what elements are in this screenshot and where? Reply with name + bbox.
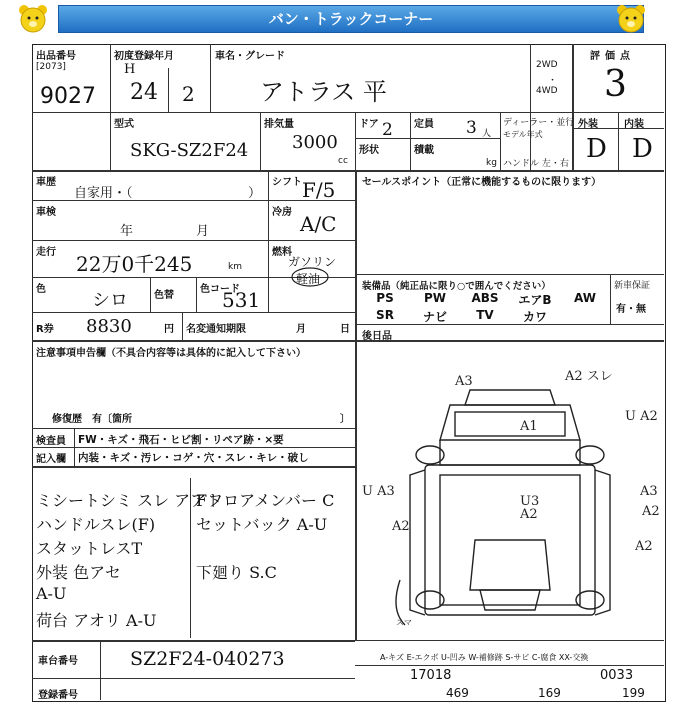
lot-code: [2073] — [36, 62, 66, 72]
color-value: シロ — [92, 290, 128, 311]
dealer-handle: ハンドル 左・右 — [503, 159, 569, 169]
doors-value: 2 — [382, 120, 393, 140]
equipment-row1-2: ABS — [471, 291, 499, 305]
capacity-value: 3 — [466, 118, 477, 138]
aircon-value: A/C — [300, 212, 337, 236]
svg-text:A2: A2 — [392, 519, 410, 534]
model-label: 型式 — [114, 119, 134, 130]
exterior-value: D — [586, 134, 607, 164]
svg-text:A2: A2 — [635, 539, 653, 554]
size-value2: 0033 — [600, 668, 634, 683]
size-height: 199 — [622, 686, 645, 700]
remark-line: 荷台 アオリ A-U — [36, 611, 157, 630]
damage-legend: A-キズ E-エクボ U-凹み W-補修跡 S-サビ C-腐食 XX-交換 — [380, 653, 589, 662]
first-reg-month: 2 — [182, 82, 195, 106]
dealer-model-year: モデル年式 — [503, 130, 543, 139]
color-label: 色 — [36, 284, 46, 295]
equipment-label: 装備品（純正品に限り○で囲んでください） — [362, 281, 551, 292]
exterior-label: 外装 — [578, 119, 598, 130]
drive-2wd: 2WD — [536, 60, 558, 70]
name-change-month: 月 — [296, 324, 306, 335]
remark-right-line: セットバック A-U — [196, 515, 328, 534]
dealer-label: ディーラー・並行 — [503, 118, 575, 128]
name-value: アトラス 平 — [260, 78, 387, 106]
equipment-row2-3: カワ — [522, 310, 547, 324]
category-value: 自家用・（ — [74, 186, 133, 201]
svg-text:スマ: スマ — [396, 618, 412, 627]
svg-text:A2: A2 — [642, 504, 660, 519]
notes-label: 注意事項申告欄（不具合内容等は具体的に記入して下さい） — [36, 348, 306, 359]
load-unit: kg — [486, 158, 497, 168]
svg-text:A1: A1 — [520, 419, 538, 434]
color-code-label: 色コード — [200, 284, 240, 295]
displacement-value: 3000 — [292, 132, 338, 153]
lot-label: 出品番号 — [36, 51, 76, 62]
fuel-circle-mark — [290, 266, 330, 288]
interior-value: D — [632, 134, 653, 164]
capacity-unit: 人 — [482, 129, 492, 139]
mileage-label: 走行 — [36, 247, 56, 258]
equipment-row1-4: AW — [574, 291, 596, 305]
remark-line: ミシートシミ スレ アアト — [36, 491, 223, 510]
inspector-items2: 内装・キズ・汚レ・コゲ・穴・スレ・キレ・破し — [78, 452, 309, 464]
header-title: バン・トラックコーナー — [58, 5, 644, 33]
recycle-value: 8830 — [86, 316, 132, 337]
name-change-day: 日 — [340, 324, 350, 335]
color-replace-label: 色替 — [154, 290, 174, 301]
load-label: 積載 — [414, 145, 434, 156]
drive-4wd: 4WD — [536, 86, 558, 96]
fuel-value: ガソリン — [288, 255, 337, 269]
shift-label: シフト — [272, 177, 302, 188]
shape-label: 形状 — [359, 145, 379, 156]
recycle-unit: 円 — [164, 324, 174, 335]
size-value1: 17018 — [410, 668, 452, 683]
remark-line: スタットレスT — [36, 539, 143, 558]
svg-text:U A2: U A2 — [625, 409, 658, 424]
chassis-value: SZ2F24-040273 — [130, 648, 285, 670]
equipment-row2-1: ナビ — [422, 310, 447, 324]
svg-text:U A3: U A3 — [362, 484, 395, 499]
bear-mascot-icon — [614, 2, 648, 34]
remark-right-line: Fフロアメンバー C — [196, 491, 335, 510]
equipment-row1-1: PW — [423, 291, 447, 305]
interior-label: 内装 — [624, 119, 644, 130]
svg-text:A2: A2 — [520, 507, 538, 522]
warranty-value: 有・無 — [616, 304, 646, 315]
warranty-label: 新車保証 — [614, 281, 651, 291]
inspector-label2: 記入欄 — [36, 454, 66, 465]
name-label: 車名・グレード — [215, 51, 285, 62]
header-bar — [0, 0, 700, 36]
displacement-unit: cc — [338, 156, 348, 166]
equipment-row2-2: TV — [476, 308, 494, 322]
remark-right-line: 下廻り S.C — [196, 563, 277, 582]
repair-label: 修復歴 有〔箇所 — [52, 414, 132, 425]
repair-close: 〕 — [340, 414, 350, 425]
aircon-label: 冷房 — [272, 207, 292, 218]
inspection-label: 車検 — [36, 207, 56, 218]
name-change-label: 名変通知期限 — [186, 324, 246, 335]
recycle-label: R券 — [36, 324, 54, 335]
inspection-year: 年 — [120, 224, 134, 239]
after-label: 後日品 — [362, 331, 392, 342]
inspector-label: 検査員 — [36, 436, 66, 447]
model-value: SKG-SZ2F24 — [130, 140, 249, 161]
first-reg-year: 24 — [130, 80, 158, 105]
sales-points-label: セールスポイント（正常に機能するものに限ります） — [362, 177, 602, 188]
score-value: 3 — [604, 64, 627, 105]
equipment-row2-0: SR — [376, 308, 394, 322]
svg-text:A3: A3 — [455, 374, 473, 389]
remark-line: A-U — [36, 584, 67, 603]
shift-value: F/5 — [302, 178, 336, 202]
fuel-label: 燃料 — [272, 247, 292, 258]
mileage-unit: km — [228, 262, 242, 272]
color-code-value: 531 — [222, 288, 261, 312]
inspection-month: 月 — [196, 224, 210, 239]
remark-line: 外装 色アセ — [36, 563, 121, 582]
inspector-items: FW・キズ・飛石・ヒビ割・リペア跡・×要 — [78, 434, 284, 446]
doors-label: ドア — [359, 119, 379, 130]
car-damage-diagram — [360, 350, 660, 640]
reg-number-label: 登録番号 — [38, 690, 78, 701]
mileage-value: 22万0千245 — [76, 252, 193, 276]
svg-text:A2 スレ: A2 スレ — [565, 369, 613, 384]
capacity-label: 定員 — [414, 119, 434, 130]
bear-mascot-icon — [16, 2, 50, 34]
lot-number: 9027 — [40, 84, 96, 109]
size-width: 169 — [538, 686, 561, 700]
equipment-row1-0: PS — [376, 291, 394, 305]
svg-text:U3: U3 — [520, 494, 540, 509]
size-length: 469 — [446, 686, 469, 700]
equipment-row1-3: エアB — [518, 293, 552, 307]
first-reg-era: H — [124, 62, 136, 77]
category-label: 車歴 — [36, 177, 56, 188]
fuel-value2: 軽油 — [296, 272, 321, 286]
displacement-label: 排気量 — [264, 119, 294, 130]
svg-text:A3: A3 — [640, 484, 658, 499]
score-label: 評価点 — [590, 51, 635, 62]
category-close: ） — [248, 186, 262, 201]
chassis-label: 車台番号 — [38, 656, 78, 667]
first-reg-label: 初度登録年月 — [114, 51, 174, 62]
remark-line: ハンドルスレ(F) — [36, 515, 156, 534]
